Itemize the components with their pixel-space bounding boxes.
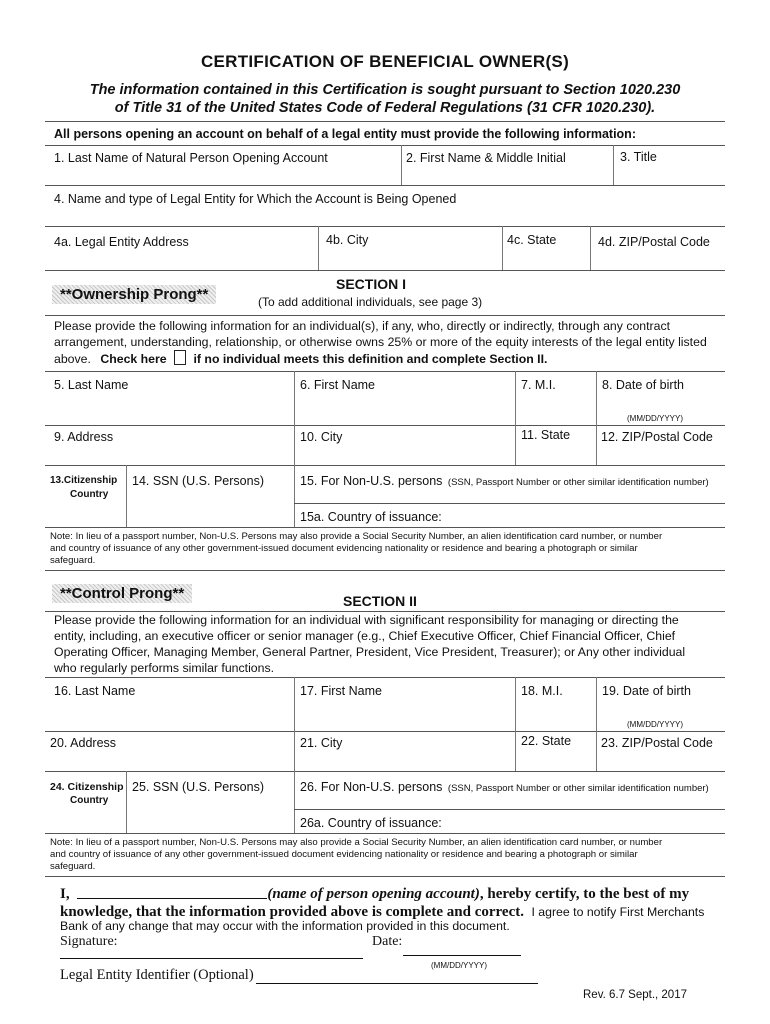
date-label: Date: — [372, 934, 403, 949]
owner-address-field[interactable]: 9. Address — [54, 430, 114, 444]
certify-line2: knowledge, that the information provided above is complete and correct. I agree to notify First Merchants — [60, 904, 705, 920]
entity-state-field[interactable]: 4c. State — [507, 233, 557, 247]
section-1-note-line3: safeguard. — [50, 555, 96, 566]
controller-dob-field[interactable]: 19. Date of birth — [602, 684, 691, 698]
owner-zip-field[interactable]: 12. ZIP/Postal Code — [601, 430, 713, 444]
certify-line3: Bank of any change that may occur with the information provided in this document. — [60, 919, 510, 933]
entity-zip-field[interactable]: 4d. ZIP/Postal Code — [598, 235, 710, 249]
entity-address-field[interactable]: 4a. Legal Entity Address — [54, 235, 189, 249]
section-1-note-line2: and country of issuance of any other government-issued document evidencing nationality or residence and bearing a photograph or similar — [50, 543, 638, 554]
controller-dob-format: (MM/DD/YYYY) — [627, 720, 683, 729]
section-1-paragraph-line2: arrangement, understanding, relationship, or otherwise owns 25% or more of the equity interests of the legal entity listed — [54, 335, 707, 349]
signature-line[interactable] — [60, 958, 363, 959]
lei-label: Legal Entity Identifier (Optional) — [60, 967, 254, 983]
controller-citizenship-field[interactable]: 24. Citizenship — [50, 781, 124, 793]
divider — [45, 145, 725, 146]
section-2-paragraph-line4: who regularly performs similar functions. — [54, 661, 275, 675]
owner-country-issuance-field[interactable]: 15a. Country of issuance: — [300, 510, 442, 524]
form-title: CERTIFICATION OF BENEFICIAL OWNER(S) — [200, 52, 570, 71]
section-1-heading: SECTION I — [336, 276, 407, 292]
last-name-field[interactable]: 1. Last Name of Natural Person Opening Account — [54, 151, 328, 165]
controller-zip-field[interactable]: 23. ZIP/Postal Code — [601, 736, 713, 750]
no-owner-checkbox[interactable] — [174, 350, 186, 365]
controller-address-field[interactable]: 20. Address — [50, 736, 117, 750]
signature-label: Signature: — [60, 934, 118, 949]
control-prong-badge: **Control Prong** — [52, 584, 192, 603]
owner-dob-field[interactable]: 8. Date of birth — [602, 378, 684, 392]
controller-first-name-field[interactable]: 17. First Name — [300, 684, 382, 698]
section-1-note-line1: Note: In lieu of a passport number, Non-U.S. Persons may also provide a Social Security Number, an alien identification card number, or number — [50, 531, 663, 542]
controller-non-us-id-field[interactable]: 26. For Non-U.S. persons (SSN, Passport Number or other similar identification number) — [300, 780, 709, 794]
owner-non-us-id-field[interactable]: 15. For Non-U.S. persons (SSN, Passport Number or other similar identification number) — [300, 474, 709, 488]
certifier-name-input[interactable] — [77, 884, 267, 899]
owner-dob-format: (MM/DD/YYYY) — [627, 414, 683, 423]
controller-country-issuance-field[interactable]: 26a. Country of issuance: — [300, 816, 442, 830]
owner-last-name-field[interactable]: 5. Last Name — [54, 378, 129, 392]
intro-text: All persons opening an account on behalf of a legal entity must provide the following information: — [54, 127, 636, 141]
revision-label: Rev. 6.7 Sept., 2017 — [583, 989, 687, 1001]
date-line[interactable] — [403, 955, 521, 956]
controller-city-field[interactable]: 21. City — [300, 736, 343, 750]
owner-citizenship-field[interactable]: 13.Citizenship — [50, 475, 118, 486]
section-2-heading: SECTION II — [343, 593, 417, 609]
form-subtitle-line2: of Title 31 of the United States Code of Federal Regulations (31 CFR 1020.230). — [114, 100, 656, 116]
section-2-note-line2: and country of issuance of any other government-issued document evidencing nationality or residence and bearing a photograph or similar — [50, 849, 638, 860]
controller-state-field[interactable]: 22. State — [521, 734, 572, 748]
first-name-field[interactable]: 2. First Name & Middle Initial — [406, 151, 566, 165]
entity-city-field[interactable]: 4b. City — [326, 233, 369, 247]
owner-mi-field[interactable]: 7. M.I. — [521, 378, 556, 392]
lei-input-line[interactable] — [256, 983, 538, 984]
controller-citizenship-country-label: Country — [70, 795, 109, 806]
section-2-note-line1: Note: In lieu of a passport number, Non-U.S. Persons may also provide a Social Security Number, an alien identification card number, or number — [50, 837, 663, 848]
title-field[interactable]: 3. Title — [620, 150, 657, 164]
owner-first-name-field[interactable]: 6. First Name — [300, 378, 376, 392]
owner-citizenship-country-label: Country — [70, 489, 109, 500]
section-2-paragraph-line2: entity, including, an executive officer or senior manager (e.g., Chief Executive Officer, Chief Financial Officer, Chief — [54, 629, 676, 643]
controller-ssn-field[interactable]: 25. SSN (U.S. Persons) — [132, 780, 264, 794]
owner-city-field[interactable]: 10. City — [300, 430, 343, 444]
owner-ssn-field[interactable]: 14. SSN (U.S. Persons) — [132, 474, 264, 488]
section-1-subheading: (To add additional individuals, see page 3) — [258, 295, 483, 309]
section-2-paragraph-line1: Please provide the following information for an individual with significant responsibility for managing or directing the — [54, 613, 679, 627]
entity-name-field[interactable]: 4. Name and type of Legal Entity for Which the Account is Being Opened — [54, 192, 457, 206]
divider — [45, 121, 725, 122]
section-2-paragraph-line3: Operating Officer, Managing Member, General Partner, President, Vice President, Treasurer); or Any other individual — [54, 645, 686, 659]
certify-line1: I, (name of person opening account), hereby certify, to the best of my — [60, 886, 690, 902]
form-subtitle-line1: The information contained in this Certification is sought pursuant to Section 1020.230 — [89, 82, 681, 98]
section-1-paragraph-line3: above. Check here if no individual meets this definition and complete Section II. — [54, 352, 548, 366]
owner-state-field[interactable]: 11. State — [521, 428, 571, 442]
section-2-note-line3: safeguard. — [50, 861, 96, 872]
date-format: (MM/DD/YYYY) — [431, 961, 487, 970]
controller-last-name-field[interactable]: 16. Last Name — [54, 684, 136, 698]
ownership-prong-badge: **Ownership Prong** — [52, 285, 216, 304]
controller-mi-field[interactable]: 18. M.I. — [521, 684, 563, 698]
section-1-paragraph-line1: Please provide the following information for an individual(s), if any, who, directly or indirectly, through any contract — [54, 319, 671, 333]
